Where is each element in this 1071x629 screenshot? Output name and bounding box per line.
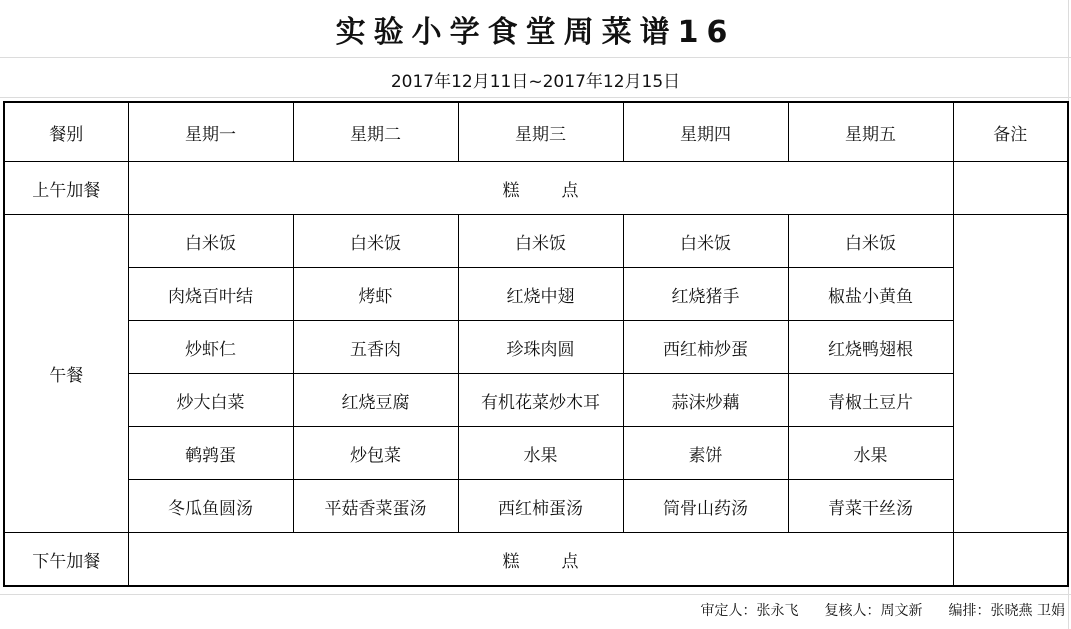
dish-cell: 水果 — [788, 427, 953, 480]
afternoon-snack-label: 下午加餐 — [4, 533, 128, 587]
lunch-row — [4, 268, 1068, 321]
dish-cell: 珍珠肉圆 — [458, 321, 623, 374]
dish-cell: 蒜沫炒藕 — [623, 374, 788, 427]
page-title: 实验小学食堂周菜谱16 — [335, 14, 736, 50]
morning-snack-content — [128, 162, 953, 215]
morning-snack-notes — [953, 162, 1068, 215]
dish-cell: 炒大白菜 — [128, 374, 293, 427]
dish-cell: 炒包菜 — [293, 427, 458, 480]
dish-cell: 素饼 — [623, 427, 788, 480]
dish-cell: 红烧中翅 — [458, 268, 623, 321]
dish-cell: 炒虾仁 — [128, 321, 293, 374]
morning-snack-label: 上午加餐 — [4, 162, 128, 215]
dish-cell: 有机花菜炒木耳 — [458, 374, 623, 427]
dish-cell: 青菜干丝汤 — [788, 480, 953, 533]
afternoon-snack-content — [128, 533, 953, 587]
header-day: 星期五 — [788, 102, 953, 162]
date-range: 2017年12月11日~2017年12月15日 — [390, 71, 681, 92]
dish-cell: 鹌鹑蛋 — [128, 427, 293, 480]
snack-char: 糕 — [502, 551, 520, 572]
dish-cell: 白米饭 — [623, 215, 788, 268]
dish-cell: 筒骨山药汤 — [623, 480, 788, 533]
signature-footer — [675, 598, 1065, 622]
dish-cell: 红烧鸭翅根 — [788, 321, 953, 374]
dish-cell: 白米饭 — [788, 215, 953, 268]
header-notes: 备注 — [953, 102, 1068, 162]
dish-cell: 红烧豆腐 — [293, 374, 458, 427]
afternoon-snack-row — [4, 533, 1068, 587]
dish-cell: 五香肉 — [293, 321, 458, 374]
dish-cell: 水果 — [458, 427, 623, 480]
dish-cell: 冬瓜鱼圆汤 — [128, 480, 293, 533]
lunch-row — [4, 480, 1068, 533]
snack-char: 糕 — [502, 180, 520, 201]
header-day: 星期三 — [458, 102, 623, 162]
reviewer: 复核人：周文新 — [824, 603, 923, 619]
dish-cell: 椒盐小黄鱼 — [788, 268, 953, 321]
dish-cell: 白米饭 — [458, 215, 623, 268]
snack-char: 点 — [561, 551, 579, 572]
header-day: 星期一 — [128, 102, 293, 162]
dish-cell: 烤虾 — [293, 268, 458, 321]
header-row — [4, 102, 1068, 162]
dish-cell: 青椒土豆片 — [788, 374, 953, 427]
lunch-row — [4, 374, 1068, 427]
dish-cell: 平菇香菜蛋汤 — [293, 480, 458, 533]
afternoon-snack-notes — [953, 533, 1068, 587]
dish-cell: 西红柿炒蛋 — [623, 321, 788, 374]
dish-cell: 肉烧百叶结 — [128, 268, 293, 321]
approver: 审定人：张永飞 — [700, 603, 799, 619]
header-meal: 餐别 — [4, 102, 128, 162]
dish-cell: 红烧猪手 — [623, 268, 788, 321]
header-day: 星期二 — [293, 102, 458, 162]
lunch-notes — [953, 215, 1068, 533]
lunch-label: 午餐 — [4, 215, 128, 533]
editor: 编排：张晓燕 卫娟 — [948, 603, 1065, 619]
morning-snack-row — [4, 162, 1068, 215]
weekly-menu-table — [3, 101, 1069, 587]
lunch-row — [4, 427, 1068, 480]
snack-char: 点 — [561, 180, 579, 201]
dish-cell: 西红柿蛋汤 — [458, 480, 623, 533]
lunch-row — [4, 321, 1068, 374]
lunch-row — [4, 215, 1068, 268]
dish-cell: 白米饭 — [128, 215, 293, 268]
header-day: 星期四 — [623, 102, 788, 162]
dish-cell: 白米饭 — [293, 215, 458, 268]
